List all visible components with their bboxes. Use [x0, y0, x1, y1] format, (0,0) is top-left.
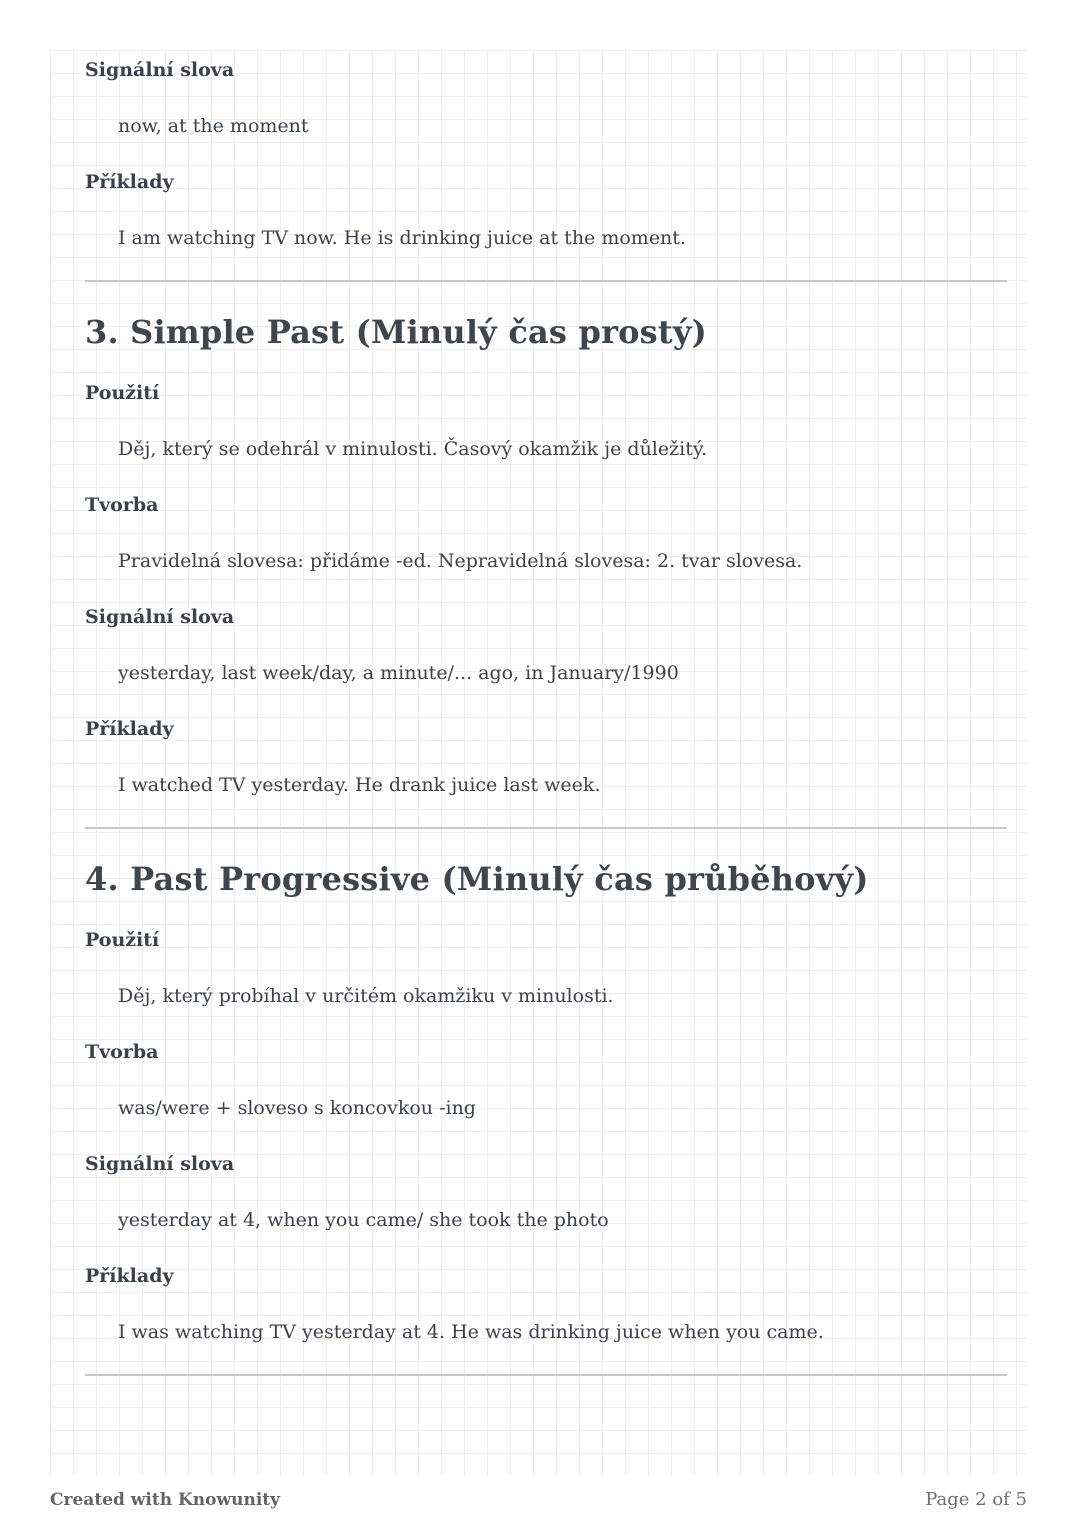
- subheading-signal-words: Signální slova: [85, 59, 235, 81]
- paragraph-signal-words: yesterday, last week/day, a minute/... ago, in January/1990: [118, 662, 679, 684]
- paragraph-formation: Pravidelná slovesa: přidáme -ed. Nepravidelná slovesa: 2. tvar slovesa.: [118, 550, 803, 572]
- subheading-formation: Tvorba: [85, 1041, 159, 1063]
- subheading-signal-words: Signální slova: [85, 1153, 235, 1175]
- created-with-label: Created with Knowunity: [50, 1490, 281, 1510]
- subheading-examples: Příklady: [85, 1265, 174, 1287]
- paragraph-signal-words: yesterday at 4, when you came/ she took the photo: [118, 1209, 609, 1231]
- subheading-formation: Tvorba: [85, 494, 159, 516]
- section-heading-simple-past: 3. Simple Past (Minulý čas prostý): [85, 313, 708, 351]
- document-content: [50, 50, 1027, 1376]
- page-footer: [50, 1489, 1027, 1510]
- subheading-examples: Příklady: [85, 718, 174, 740]
- section-divider: [85, 827, 1007, 829]
- paragraph-usage: Děj, který se odehrál v minulosti. Časový okamžik je důležitý.: [118, 438, 708, 460]
- section-heading-past-progressive: 4. Past Progressive (Minulý čas průběhový): [85, 860, 869, 898]
- subheading-signal-words: Signální slova: [85, 606, 235, 628]
- section-divider: [85, 280, 1007, 282]
- subheading-usage: Použití: [85, 929, 160, 951]
- page-number-label: Page 2 of 5: [925, 1489, 1027, 1510]
- subheading-examples: Příklady: [85, 171, 174, 193]
- grid-paper-panel: [50, 50, 1027, 1475]
- paragraph-formation: was/were + sloveso s koncovkou -ing: [118, 1097, 476, 1119]
- section-divider: [85, 1374, 1007, 1376]
- paragraph-examples: I watched TV yesterday. He drank juice last week.: [118, 774, 601, 796]
- subheading-usage: Použití: [85, 382, 160, 404]
- paragraph-signal-words: now, at the moment: [118, 115, 309, 137]
- paragraph-usage: Děj, který probíhal v určitém okamžiku v minulosti.: [118, 985, 614, 1007]
- paragraph-examples: I was watching TV yesterday at 4. He was drinking juice when you came.: [118, 1321, 824, 1343]
- paragraph-examples: I am watching TV now. He is drinking juice at the moment.: [118, 227, 686, 249]
